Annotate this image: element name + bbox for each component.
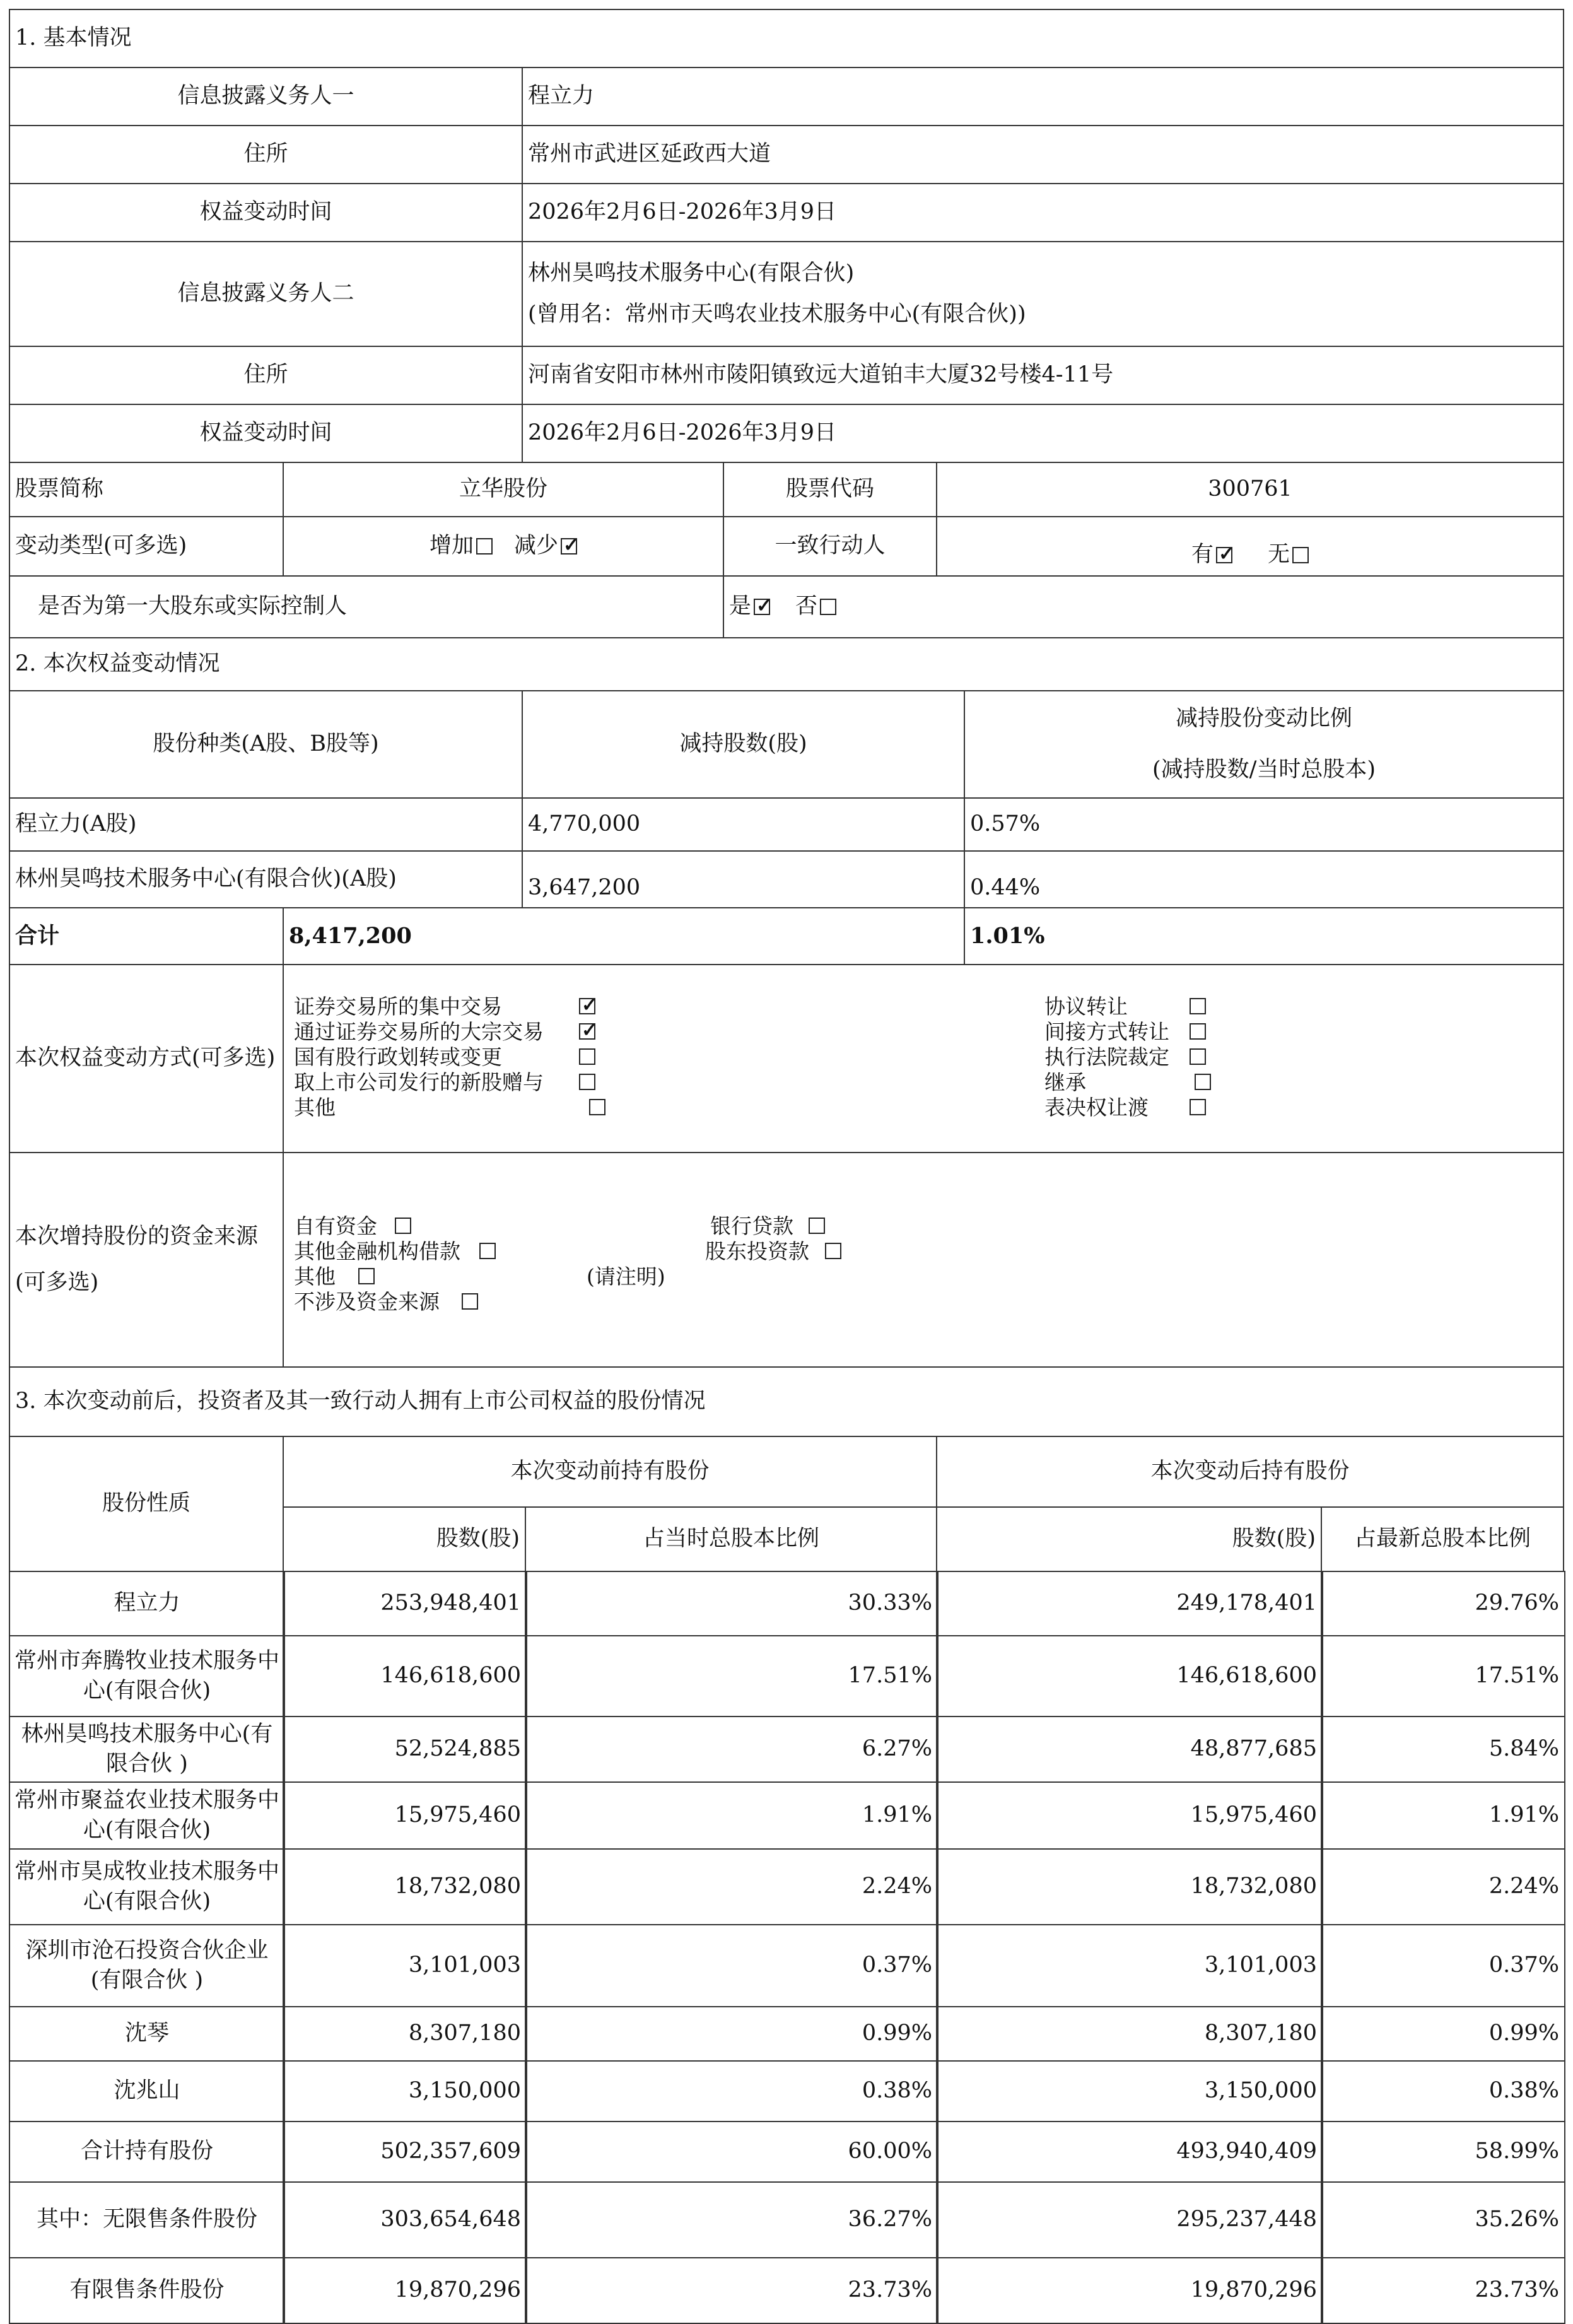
reduce-row-name: 程立力(A股) <box>9 797 523 852</box>
reduce-row-name: 林州昊鸣技术服务中心(有限合伙)(A股) <box>9 850 523 908</box>
total-shares: 8,417,200 <box>283 907 965 965</box>
ratio-before: 1.91% <box>525 1781 939 1850</box>
holder-name-line1: 程立力 <box>114 1590 180 1616</box>
fund-label: 自有资金 <box>294 1214 377 1238</box>
method-label: 通过证券交易所的大宗交易 <box>294 1019 544 1044</box>
fund-source-label <box>9 1152 284 1368</box>
largest-holder-label: 是否为第一大股东或实际控制人 <box>9 575 724 638</box>
holder-name <box>9 1635 285 1717</box>
method-option <box>294 1070 544 1095</box>
fund-checkbox[interactable] <box>462 1293 478 1310</box>
method-option <box>294 1045 502 1070</box>
holder-name <box>9 1781 285 1850</box>
concert-party-options <box>936 516 1564 577</box>
shares-before: 146,618,600 <box>283 1635 527 1717</box>
holder-name-line1: 常州市昊成牧业技术服务中 <box>15 1858 280 1884</box>
fund-source-options <box>283 1152 1564 1368</box>
shares-before: 3,150,000 <box>283 2060 527 2122</box>
reduce-row-shares: 3,647,200 <box>522 850 965 908</box>
method-label: 继承 <box>1044 1070 1086 1095</box>
method-option <box>1044 1095 1149 1120</box>
ratio-before: 0.37% <box>525 1924 939 2007</box>
fund-note-label: (请注明) <box>587 1264 665 1289</box>
largest-holder-options <box>723 575 1564 638</box>
method-checkbox[interactable] <box>589 1099 605 1115</box>
has-concert-checkbox[interactable] <box>1216 547 1232 563</box>
reduced-shares-header: 减持股数(股) <box>522 690 965 799</box>
total-label: 合计 <box>9 907 284 965</box>
shares-after: 8,307,180 <box>936 2006 1323 2062</box>
address1-value: 常州市武进区延政西大道 <box>522 125 1564 184</box>
shares-before: 253,948,401 <box>283 1571 527 1636</box>
stock-abbr-label: 股票简称 <box>9 462 284 517</box>
ratio-after: 2.24% <box>1321 1848 1565 1925</box>
shares-after: 249,178,401 <box>936 1571 1323 1636</box>
share-type-header: 股份种类(A股、B股等) <box>9 690 523 799</box>
increase-label: 增加 <box>429 533 474 559</box>
fund-option <box>294 1289 440 1315</box>
holder-name <box>9 1716 285 1783</box>
has-concert-label: 有 <box>1191 542 1213 568</box>
reduce-ratio-header <box>964 690 1564 799</box>
change-time2-value: 2026年2月6日-2026年3月9日 <box>522 404 1564 463</box>
method-label: 表决权让渡 <box>1044 1095 1149 1120</box>
method-label: 取上市公司发行的新股赠与 <box>294 1070 544 1095</box>
no-concert-label: 无 <box>1268 542 1290 568</box>
not-largest-checkbox[interactable] <box>820 599 836 615</box>
ratio-before: 0.99% <box>525 2006 939 2062</box>
fund-label: 其他 <box>294 1264 336 1289</box>
method-label: 其他 <box>294 1095 336 1120</box>
reduce-row-shares: 4,770,000 <box>522 797 965 852</box>
shares-before-header: 股数(股) <box>283 1506 526 1572</box>
shares-after-header: 股数(股) <box>936 1506 1322 1572</box>
method-checkbox[interactable] <box>579 1048 595 1065</box>
fund-label: 不涉及资金来源 <box>294 1289 440 1314</box>
ratio-before: 2.24% <box>525 1848 939 1925</box>
holder-name-line2: (有限合伙 ) <box>90 1968 204 1993</box>
method-option <box>1044 994 1128 1019</box>
fund-checkbox[interactable] <box>395 1218 411 1234</box>
address1-label: 住所 <box>9 125 523 184</box>
shares-before: 303,654,648 <box>283 2181 527 2258</box>
ratio-after: 17.51% <box>1321 1635 1565 1717</box>
method-option <box>1044 1045 1169 1070</box>
section-1-title: 1. 基本情况 <box>9 9 1564 68</box>
holder-name <box>9 1924 285 2007</box>
stock-code-value: 300761 <box>936 462 1564 517</box>
reduce-ratio-title: 减持股份变动比例 <box>1175 705 1352 731</box>
change-time1-label: 权益变动时间 <box>9 183 523 242</box>
ratio-after: 58.99% <box>1321 2121 1565 2183</box>
fund-option <box>294 1264 336 1289</box>
decrease-label: 减少 <box>514 533 559 559</box>
is-largest-label: 是 <box>729 594 752 619</box>
ratio-after-header: 占最新总股本比例 <box>1321 1506 1564 1572</box>
section-2-title: 2. 本次权益变动情况 <box>9 637 1564 691</box>
method-label: 执行法院裁定 <box>1044 1045 1169 1069</box>
fund-label: 其他金融机构借款 <box>294 1239 460 1264</box>
method-option <box>1044 1070 1086 1095</box>
method-option <box>294 1095 336 1120</box>
shares-before: 502,357,609 <box>283 2121 527 2183</box>
stock-code-label: 股票代码 <box>723 462 937 517</box>
method-label: 国有股行政划转或变更 <box>294 1045 502 1069</box>
fund-option <box>294 1239 460 1264</box>
ratio-before: 30.33% <box>525 1571 939 1636</box>
fund-checkbox[interactable] <box>358 1268 375 1284</box>
shares-after: 295,237,448 <box>936 2181 1323 2258</box>
method-checkbox[interactable] <box>1190 1048 1206 1065</box>
ratio-after: 0.38% <box>1321 2060 1565 2122</box>
person2-value-cell <box>522 241 1564 347</box>
fund-option <box>294 1214 377 1239</box>
before-header: 本次变动前持有股份 <box>283 1436 937 1508</box>
fund-note <box>587 1264 665 1289</box>
shares-before: 19,870,296 <box>283 2257 527 2324</box>
shares-after: 48,877,685 <box>936 1716 1323 1783</box>
method-option <box>294 994 502 1019</box>
shares-before: 3,101,003 <box>283 1924 527 2007</box>
fund-label: 股东投资款 <box>705 1239 809 1264</box>
method-checkbox[interactable] <box>1190 998 1206 1014</box>
holder-name-line1: 沈兆山 <box>114 2078 180 2104</box>
holder-name-line1: 林州昊鸣技术服务中心(有 <box>21 1721 273 1747</box>
ratio-before-header: 占当时总股本比例 <box>525 1506 937 1572</box>
holder-name-line1: 其中：无限售条件股份 <box>36 2207 257 2233</box>
shares-before: 18,732,080 <box>283 1848 527 1925</box>
shares-after: 15,975,460 <box>936 1781 1323 1850</box>
change-time1-value: 2026年2月6日-2026年3月9日 <box>522 183 1564 242</box>
change-type-label: 变动类型(可多选) <box>9 516 284 577</box>
method-label: 协议转让 <box>1044 994 1128 1019</box>
person2-former-name: (曾用名：常州市天鸣农业技术服务中心(有限合伙)) <box>528 302 1026 327</box>
increase-checkbox[interactable] <box>476 538 493 555</box>
holder-name-line2: 心(有限合伙) <box>83 1817 211 1843</box>
ratio-after: 35.26% <box>1321 2181 1565 2258</box>
person2-value: 林州昊鸣技术服务中心(有限合伙) <box>528 260 855 286</box>
holder-name-line1: 深圳市沧石投资合伙企业 <box>25 1937 269 1963</box>
ratio-after: 0.99% <box>1321 2006 1565 2062</box>
change-type-options <box>283 516 724 577</box>
holder-name <box>9 2181 285 2258</box>
address2-label: 住所 <box>9 346 523 405</box>
fund-checkbox[interactable] <box>825 1243 841 1259</box>
person1-value: 程立力 <box>522 67 1564 126</box>
holder-name-line1: 常州市聚益农业技术服务中 <box>15 1787 280 1813</box>
ratio-before: 6.27% <box>525 1716 939 1783</box>
reduce-row-ratio: 0.44% <box>964 850 1564 908</box>
method-checkbox[interactable] <box>579 1074 595 1090</box>
holder-name <box>9 1848 285 1925</box>
ratio-before: 60.00% <box>525 2121 939 2183</box>
after-header: 本次变动后持有股份 <box>936 1436 1564 1508</box>
method-checkbox[interactable] <box>1190 1023 1206 1040</box>
holder-name-line2: 心(有限合伙) <box>83 1678 211 1703</box>
holder-name-line2: 限合伙 ) <box>106 1751 188 1776</box>
holder-name <box>9 2257 285 2324</box>
shares-after: 493,940,409 <box>936 2121 1323 2183</box>
shares-after: 18,732,080 <box>936 1848 1323 1925</box>
method-checkbox[interactable] <box>579 1023 595 1040</box>
is-largest-checkbox[interactable] <box>754 599 770 615</box>
holder-name-line1: 常州市奔腾牧业技术服务中 <box>15 1648 280 1674</box>
reduce-row-ratio: 0.57% <box>964 797 1564 852</box>
total-ratio: 1.01% <box>964 907 1564 965</box>
fund-option <box>710 1214 793 1239</box>
ratio-after: 1.91% <box>1321 1781 1565 1850</box>
shares-before: 8,307,180 <box>283 2006 527 2062</box>
fund-checkbox[interactable] <box>479 1243 496 1259</box>
not-largest-label: 否 <box>795 594 818 619</box>
reduce-ratio-note: (减持股数/当时总股本) <box>1152 757 1376 782</box>
ratio-before: 23.73% <box>525 2257 939 2324</box>
holder-name <box>9 2060 285 2122</box>
shares-before: 15,975,460 <box>283 1781 527 1850</box>
shares-after: 19,870,296 <box>936 2257 1323 2324</box>
holder-name-line1: 有限售条件股份 <box>69 2277 225 2303</box>
no-concert-checkbox[interactable] <box>1292 547 1309 563</box>
shares-after: 3,150,000 <box>936 2060 1323 2122</box>
ratio-after: 5.84% <box>1321 1716 1565 1783</box>
decrease-checkbox[interactable] <box>561 538 577 555</box>
method-checkbox[interactable] <box>1195 1074 1211 1090</box>
fund-checkbox[interactable] <box>809 1218 825 1234</box>
change-method-label: 本次权益变动方式(可多选) <box>9 964 284 1153</box>
address2-value: 河南省安阳市林州市陵阳镇致远大道铂丰大厦32号楼4-11号 <box>522 346 1564 405</box>
holder-name-line1: 沈琴 <box>124 2021 169 2046</box>
share-nature-header: 股份性质 <box>9 1436 284 1572</box>
ratio-before: 0.38% <box>525 2060 939 2122</box>
holder-name <box>9 1571 285 1636</box>
ratio-after: 23.73% <box>1321 2257 1565 2324</box>
disclosure-form <box>9 9 1564 2311</box>
person2-label: 信息披露义务人二 <box>9 241 523 347</box>
change-method-options <box>283 964 1564 1153</box>
method-label: 证券交易所的集中交易 <box>294 994 502 1019</box>
holder-name <box>9 2006 285 2062</box>
holder-name <box>9 2121 285 2183</box>
fund-source-note: (可多选) <box>15 1270 99 1295</box>
fund-source-title: 本次增持股份的资金来源 <box>15 1223 259 1249</box>
holder-name-line2: 心(有限合伙) <box>83 1889 211 1914</box>
section-3-title: 3. 本次变动前后，投资者及其一致行动人拥有上市公司权益的股份情况 <box>9 1366 1564 1437</box>
ratio-after: 29.76% <box>1321 1571 1565 1636</box>
shares-after: 3,101,003 <box>936 1924 1323 2007</box>
person1-label: 信息披露义务人一 <box>9 67 523 126</box>
fund-option <box>705 1239 809 1264</box>
concert-party-label: 一致行动人 <box>723 516 937 577</box>
fund-label: 银行贷款 <box>710 1214 793 1238</box>
method-option <box>1044 1019 1169 1045</box>
ratio-before: 17.51% <box>525 1635 939 1717</box>
shares-after: 146,618,600 <box>936 1635 1323 1717</box>
ratio-before: 36.27% <box>525 2181 939 2258</box>
change-time2-label: 权益变动时间 <box>9 404 523 463</box>
holder-name-line1: 合计持有股份 <box>80 2139 213 2164</box>
method-option <box>294 1019 544 1045</box>
ratio-after: 0.37% <box>1321 1924 1565 2007</box>
shares-before: 52,524,885 <box>283 1716 527 1783</box>
stock-abbr-value: 立华股份 <box>283 462 724 517</box>
method-checkbox[interactable] <box>579 998 595 1014</box>
method-checkbox[interactable] <box>1190 1099 1206 1115</box>
method-label: 间接方式转让 <box>1044 1019 1169 1044</box>
